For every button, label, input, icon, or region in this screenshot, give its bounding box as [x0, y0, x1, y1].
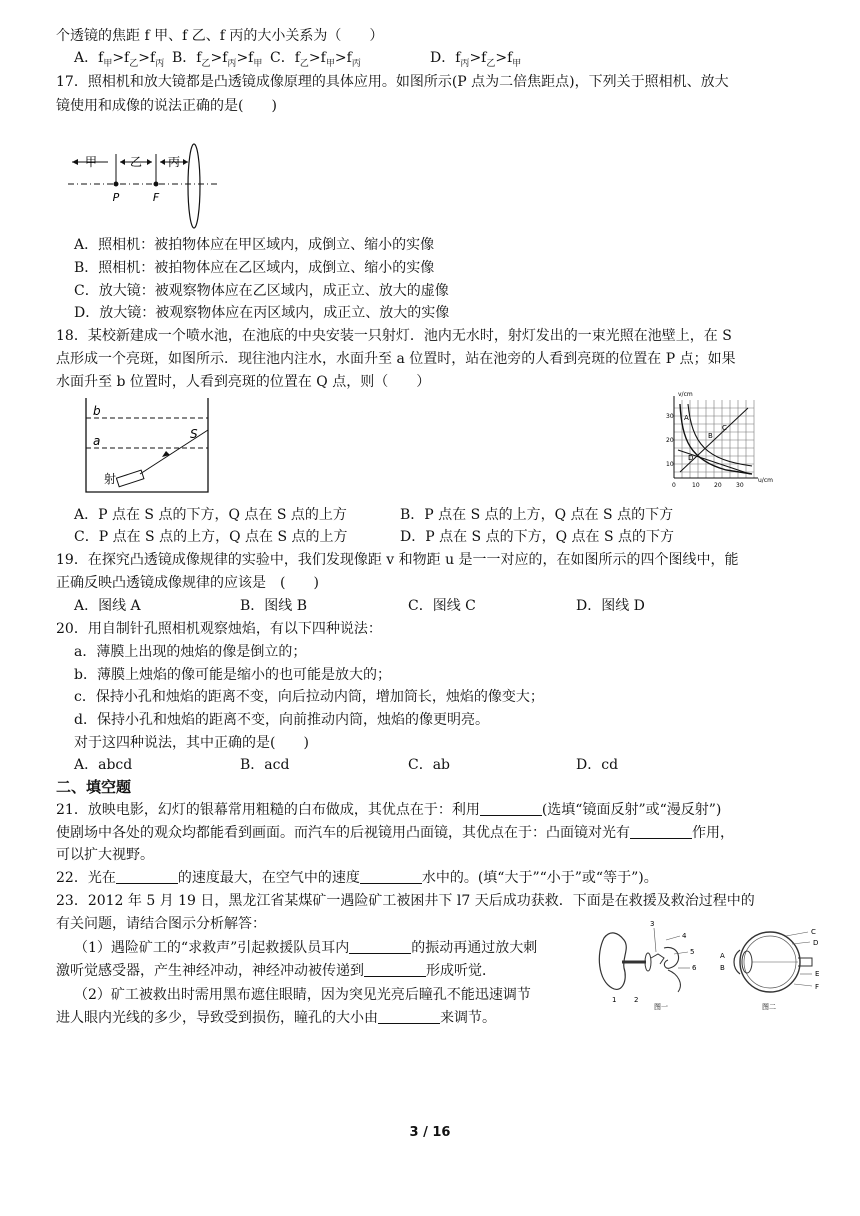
page-number: 3 / 16 [409, 1125, 451, 1140]
q17-option-a: A．照相机：被拍物体应在甲区域内，成倒立、缩小的实像 [74, 237, 435, 253]
graph-xtick-30: 30 [736, 482, 744, 489]
q19-option-b: B．图线 B [240, 598, 308, 614]
fig2-caption: 图二 [762, 1003, 776, 1011]
q20-line-1: 20．用自制针孔照相机观察烛焰，有以下四种说法： [56, 621, 382, 637]
q20-option-c: C．ab [408, 757, 451, 773]
q23-blank-3[interactable] [378, 1009, 440, 1024]
q23-line-2: 有关问题，请结合图示分析解答： [56, 916, 266, 932]
graph-ytick-10: 10 [666, 461, 674, 468]
q20-ask: 对于这四种说法，其中正确的是( ) [74, 735, 309, 751]
q23-blank-2[interactable] [364, 962, 426, 977]
graph-xlabel: u/cm [758, 477, 773, 484]
ear-label-2: 2 [634, 996, 639, 1004]
graph-ytick-20: 20 [666, 437, 674, 444]
ear-diagram [594, 918, 706, 1010]
graph-xtick-20: 20 [714, 482, 722, 489]
zone-jia-label: 甲 [84, 155, 98, 169]
lens-zone-diagram [68, 146, 228, 234]
q21-line-2: 使剧场中各处的观众均都能看到画面。而汽车的后视镜用凸面镜，其优点在于：凸面镜对光有 作用， [56, 825, 734, 841]
eye-label-a: A [720, 952, 725, 960]
q19-option-c: C．图线 C [408, 598, 476, 614]
q17-option-d: D．放大镜：被观察物体应在丙区域内，成正立、放大的实像 [74, 305, 450, 321]
q16-option-d: D．$f_丙>f_乙>f_甲$ [430, 50, 522, 69]
curve-label-b: B [708, 432, 713, 440]
spotlight-label: 射 [104, 472, 117, 486]
ear-label-5: 5 [690, 948, 695, 956]
point-s-label: S [190, 427, 198, 441]
ear-label-6: 6 [692, 964, 697, 972]
q22-blank-1[interactable] [116, 869, 178, 884]
q20-option-d: D．cd [576, 757, 619, 773]
q21-line-1: 21．放映电影，幻灯的银幕常用粗糙的白布做成，其优点在于：利用 (选填“镜面反射”或“漫反射”) [56, 802, 722, 818]
q20-option-b: B．acd [240, 757, 290, 773]
q18-line-1: 18．某校新建成一个喷水池，在池底的中央安装一只射灯．池内无水时，射灯发出的一束光照在池壁上，在 S [56, 328, 732, 344]
fig1-caption: 图一 [654, 1003, 668, 1011]
q17-line-2: 镜使用和成像的说法正确的是( ) [56, 98, 277, 114]
q23-part-2-cont: 进人眼内光线的多少，导致受到损伤，瞳孔的大小由 来调节。 [56, 1010, 496, 1026]
q17-line-1: 17．照相机和放大镜都是凸透镜成像原理的具体应用。如图所示(P 点为二倍焦距点)，下列关于照相机、放大 [56, 74, 729, 90]
q20-statement-c: c．保持小孔和烛焰的距离不变，向后拉动内筒，增加筒长，烛焰的像变大； [74, 689, 544, 705]
eye-label-c: C [811, 928, 816, 936]
q18-option-d: D．P 点在 S 点的下方，Q 点在 S 点的下方 [400, 529, 675, 545]
q19-line-1: 19．在探究凸透镜成像规律的实验中，我们发现像距 v 和物距 u 是一一对应的，在如图所示的四个图线中，能 [56, 552, 739, 568]
zone-yi-label: 乙 [129, 155, 143, 169]
q16-option-c: C．$f_乙>f_甲>f_丙$ [270, 50, 361, 69]
q20-statement-d: d．保持小孔和烛焰的距离不变，向前推动内筒，烛焰的像更明亮。 [74, 712, 489, 728]
v-u-graph [666, 390, 776, 494]
ear-label-4: 4 [682, 932, 687, 940]
q18-line-3: 水面升至 b 位置时，人看到亮斑的位置在 Q 点，则（ ） [56, 374, 431, 390]
q18-option-b: B．P 点在 S 点的上方，Q 点在 S 点的下方 [400, 507, 674, 523]
curve-label-c: C [722, 424, 727, 432]
graph-xtick-10: 10 [692, 482, 700, 489]
q23-part-1: （1）遇险矿工的“求救声”引起救援队员耳内 的振动再通过放大刺 [74, 940, 538, 956]
q23-part-2: （2）矿工被救出时需用黑布遮住眼睛，因为突见光亮后瞳孔不能迅速调节 [74, 987, 531, 1003]
point-p-label: P [112, 191, 120, 204]
q23-blank-1[interactable] [349, 939, 411, 954]
q21-line-3: 可以扩大视野。 [56, 847, 154, 863]
level-b-label: b [93, 404, 101, 418]
q18-line-2: 点形成一个亮斑，如图所示．现往池内注水，水面升至 a 位置时，站在池旁的人看到亮斑的位置在 P 点；如果 [56, 351, 736, 367]
q17-option-b: B．照相机：被拍物体应在乙区域内，成倒立、缩小的实像 [74, 260, 435, 276]
ear-label-3: 3 [650, 920, 655, 928]
point-f-label: F [152, 191, 160, 204]
graph-ylabel: v/cm [678, 391, 693, 398]
zone-bing-label: 丙 [167, 155, 181, 169]
q23-part-1-cont: 激听觉感受器，产生神经冲动，神经冲动被传递到 形成听觉． [56, 963, 496, 979]
q21-blank-1[interactable] [480, 801, 542, 816]
pool-diagram [84, 396, 214, 496]
graph-xtick-0: 0 [672, 482, 676, 489]
q16-option-b: B．$f_乙>f_丙>f_甲$ [172, 50, 263, 69]
q23-line-1: 23．2012 年 5 月 19 日，黑龙江省某煤矿一遇险矿工被困井下 l7 天后成功获救．下面是在救援及救治过程中的 [56, 893, 755, 909]
eye-label-d: D [813, 939, 819, 947]
q22-blank-2[interactable] [360, 869, 422, 884]
q18-option-c: C．P 点在 S 点的上方，Q 点在 S 点的上方 [74, 529, 348, 545]
section-heading-fill-in: 二、填空题 [56, 778, 132, 796]
eye-label-b: B [720, 964, 725, 972]
q19-option-a: A．图线 A [74, 598, 141, 614]
curve-label-a: A [684, 414, 689, 422]
q20-statement-a: a．薄膜上出现的烛焰的像是倒立的； [74, 644, 307, 660]
curve-label-d: D [688, 454, 694, 462]
eye-label-e: E [815, 970, 820, 978]
q16-option-a: A．$f_甲>f_乙>f_丙$ [74, 50, 165, 69]
graph-ytick-30: 30 [666, 413, 674, 420]
q19-line-2: 正确反映凸透镜成像规律的应该是 ( ) [56, 575, 319, 591]
q19-option-d: D．图线 D [576, 598, 645, 614]
level-a-label: a [93, 434, 101, 448]
q16-stem-end: 个透镜的焦距 f 甲、f 乙、f 丙的大小关系为（ ） [56, 28, 384, 44]
ear-label-1: 1 [612, 996, 617, 1004]
q20-statement-b: b．薄膜上烛焰的像可能是缩小的也可能是放大的； [74, 667, 391, 683]
q21-blank-2[interactable] [630, 824, 692, 839]
q18-option-a: A．P 点在 S 点的下方，Q 点在 S 点的上方 [74, 507, 347, 523]
eye-label-f: F [815, 983, 820, 991]
q20-option-a: A．abcd [74, 757, 133, 773]
eye-diagram [716, 918, 824, 1010]
q22-line: 22．光在 的速度最大，在空气中的速度 水中的。(填“大于”“小于”或“等于”)。 [56, 870, 658, 886]
q17-option-c: C．放大镜：被观察物体应在乙区域内，成正立、放大的虚像 [74, 283, 449, 299]
